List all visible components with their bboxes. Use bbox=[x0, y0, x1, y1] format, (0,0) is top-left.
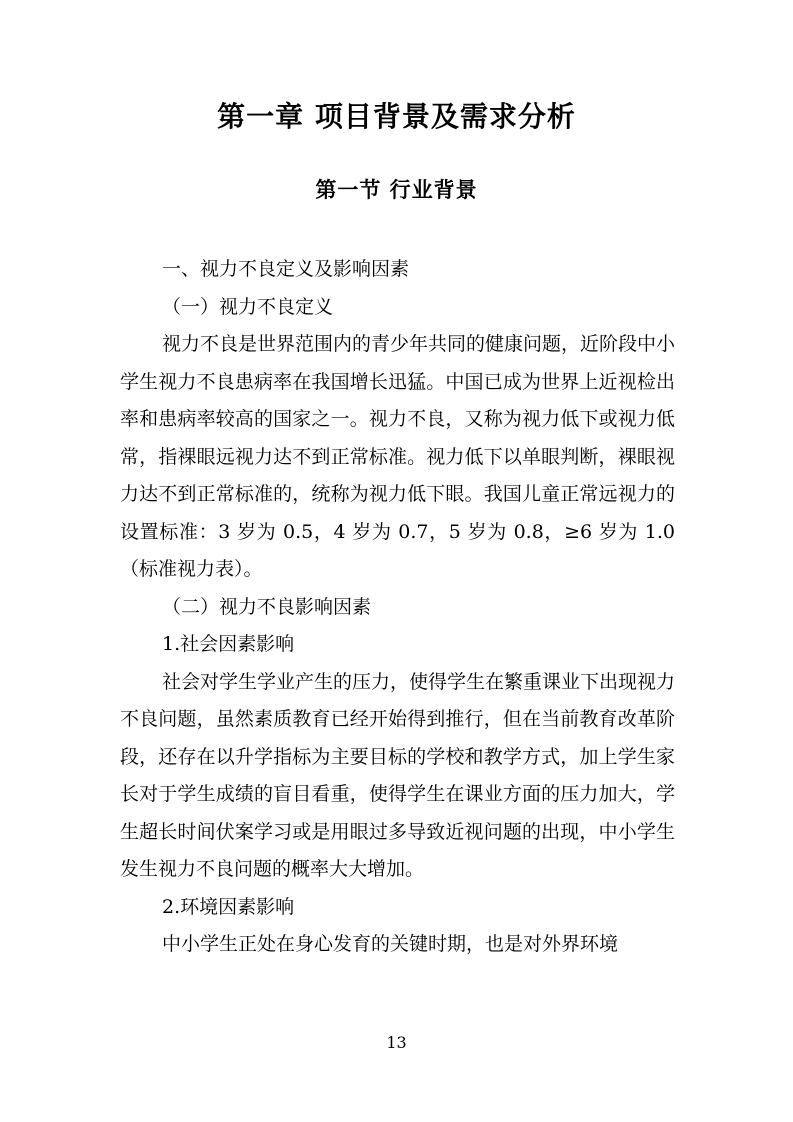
body-text bbox=[120, 251, 675, 964]
paragraph-social: 社会对学生学业产生的压力，使得学生在繁重课业下出现视力不良问题，虽然素质教育已经开始得到推行，但在当前教育改革阶段，还存在以升学指标为主要目标的学校和教学方式，加上学生家长对于学生成绩的盲目看重，使得学生在课业方面的压力加大，学生超长时间伏案学习或是用眼过多导致近视问题的出现，中小学生发生视力不良问题的概率大大增加。 bbox=[120, 670, 676, 880]
chapter-title: 第一章 项目背景及需求分析 bbox=[217, 100, 576, 133]
subheading-1: （一）视力不良定义 bbox=[162, 295, 334, 318]
paragraph-definition: 视力不良是世界范围内的青少年共同的健康问题，近阶段中小学生视力不良患病率在我国增长迅猛。中国已成为世界上近视检出率和患病率较高的国家之一。视力不良，又称为视力低下或视力低常，指裸眼远视力达不到正常标准。视力低下以单眼判断，裸眼视力达不到正常标准的，统称为视力低下眼。我国儿童正常远视力的设置标准：3 岁为 0.5，4 岁为 0.7，5 岁为 0.8，≥6 岁为 1.0（标准视力表）。 bbox=[120, 333, 676, 580]
list-heading-social: 1.社会因素影响 bbox=[162, 633, 295, 655]
page-number: 13 bbox=[386, 1033, 407, 1052]
list-heading-environment: 2.环境因素影响 bbox=[162, 895, 295, 918]
heading-1: 一、视力不良定义及影响因素 bbox=[162, 258, 410, 280]
section-title: 第一节 行业背景 bbox=[315, 178, 478, 202]
paragraph-environment: 中小学生正处在身心发育的关键时期，也是对外界环境 bbox=[162, 933, 619, 955]
subheading-2: （二）视力不良影响因素 bbox=[162, 595, 372, 618]
